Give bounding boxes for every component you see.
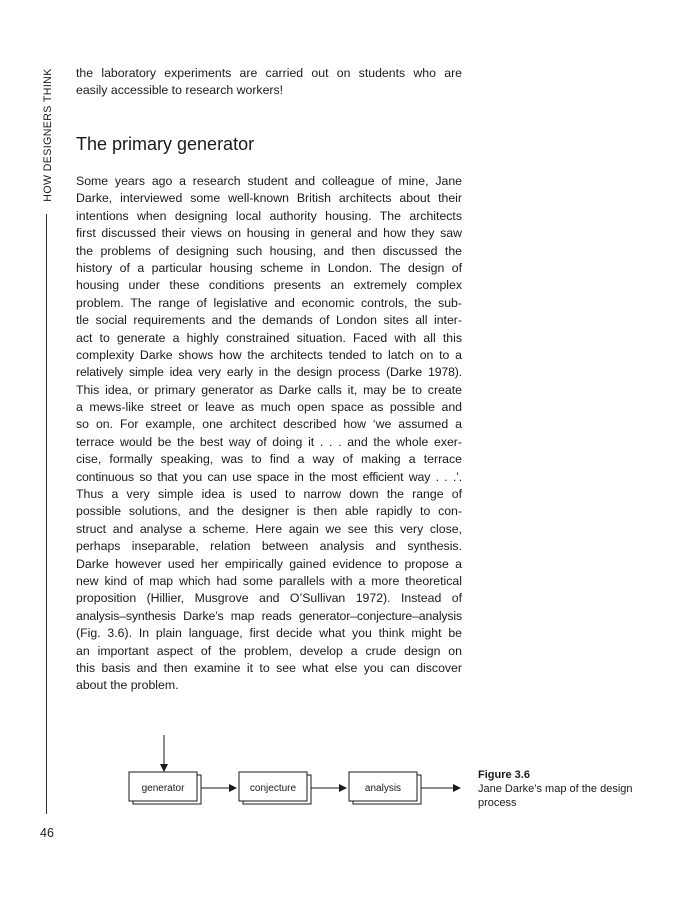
text-line: analysis–synthesis Darke’s map reads generator–conjecture–analysis	[76, 608, 462, 623]
text-line: first discussed their views on housing in general and how they saw	[76, 226, 462, 241]
text-line: history of a particular housing scheme in London. The design of	[76, 260, 462, 275]
text-line: an important aspect of the problem, develop a crude design on	[76, 643, 462, 658]
text-line: about the problem.	[76, 678, 179, 693]
text-line: relatively simple idea very early in the design process (Darke 1978).	[76, 365, 462, 380]
page-number: 46	[40, 826, 54, 840]
text-line: Thus a very simple idea is used to narrow down the range of	[76, 487, 462, 502]
generator-label: generator	[141, 783, 185, 794]
text-line: the laboratory experiments are carried out on students who are	[76, 66, 462, 80]
text-line: act to generate a highly constrained situation. Faced with all this	[76, 330, 462, 345]
text-line: perhaps inseparable, relation between analysis and synthesis.	[76, 539, 462, 554]
running-head-text: HOW DESIGNERS THINK	[42, 68, 54, 202]
analysis-label: analysis	[364, 783, 402, 794]
caption-line: process	[478, 797, 517, 809]
text-line: this basis and then examine it to see what else you can discover	[76, 660, 462, 675]
text-line: new kind of map which had some parallels with a more theoretical	[76, 573, 462, 588]
text-line: housing under these conditions presents an extremely complex	[76, 278, 462, 293]
text-line: proposition (Hillier, Musgrove and O’Sullivan 1972). Instead of	[76, 591, 462, 606]
conjecture-box	[239, 772, 311, 804]
analysis-box	[349, 772, 421, 804]
text-line: (Fig. 3.6). In plain language, first decide what you think might be	[76, 626, 462, 641]
text-line: a mews-like street or leave as much open space as possible and	[76, 400, 462, 415]
figure-caption	[478, 768, 658, 810]
text-line: struct and analyse a scheme. Here again we see this very close,	[76, 521, 462, 536]
text-line: intentions when designing local authority housing. The architects	[76, 208, 462, 223]
text-line: terrace would be the best way of doing it . . . and the whole exer-	[76, 434, 462, 449]
text-line: the problems of designing such housing, and then discussed the	[76, 243, 462, 258]
text-line: tle social requirements and the demands of London sites all inter-	[76, 313, 462, 328]
text-line: easily accessible to research workers!	[76, 83, 284, 98]
text-line: so on. For example, one architect described how ‘we assumed a	[76, 417, 462, 432]
text-line: possible solutions, and the designer is then able rapidly to con-	[76, 504, 462, 519]
text-line: This idea, or primary generator as Darke calls it, may be to create	[76, 382, 462, 397]
text-line: problem. The range of legislative and economic controls, the sub-	[76, 295, 462, 310]
text-line: complexity Darke shows how the architects tended to latch on to a	[76, 347, 462, 362]
text-line: Some years ago a research student and colleague of mine, Jane	[76, 174, 462, 188]
generator-box	[129, 772, 201, 804]
caption-line: Jane Darke’s map of the design	[478, 783, 633, 795]
figure-label: Figure 3.6	[478, 769, 530, 781]
conjecture-label: conjecture	[249, 783, 297, 794]
text-line: Darke however used her empirically gained evidence to propose a	[76, 556, 462, 571]
text-line: cise, formally speaking, was to find a way of making a terrace	[76, 452, 462, 467]
text-line: Darke, interviewed some well-known British architects about their	[76, 191, 462, 206]
section-heading: The primary generator	[76, 134, 255, 154]
text-line: continuous so that you can use space in the most efficient way . . .’.	[76, 469, 462, 484]
